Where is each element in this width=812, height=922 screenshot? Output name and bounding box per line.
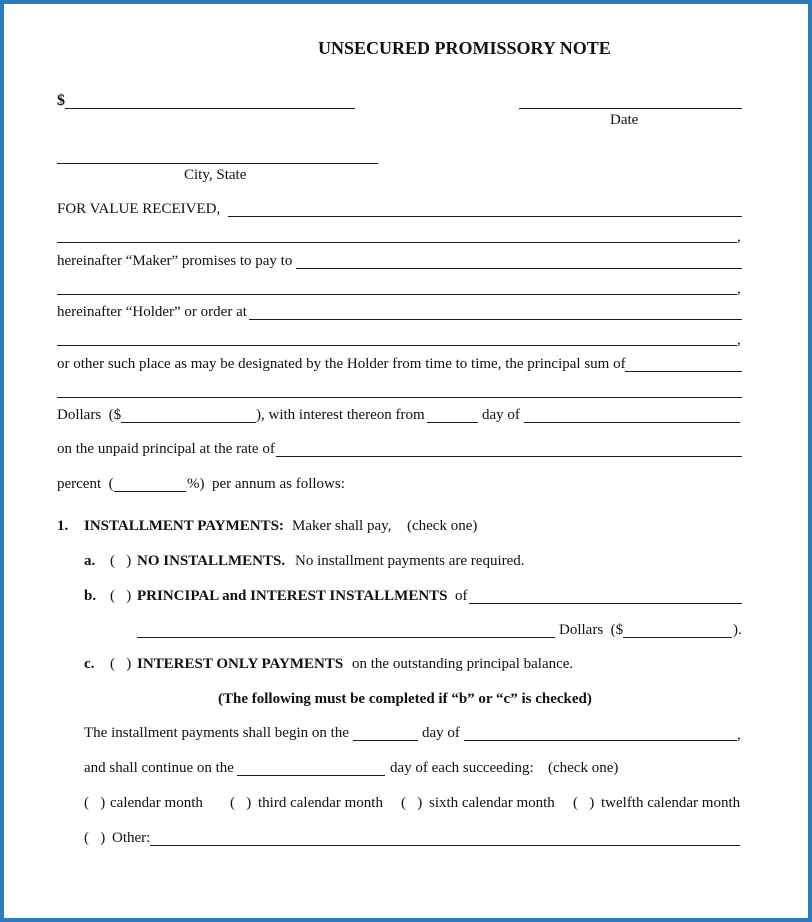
option-c-label: INTEREST ONLY PAYMENTS (137, 656, 344, 672)
option-a-description: No installment payments are required. (295, 553, 525, 569)
line-comma: , (737, 332, 741, 348)
interest-start-day-field[interactable] (427, 422, 478, 423)
option-c-checkbox[interactable]: ( ) (110, 656, 132, 672)
begin-day-field[interactable] (353, 740, 418, 741)
note-amount-field[interactable] (65, 108, 355, 109)
holder-name-field-line-2[interactable] (57, 294, 737, 295)
option-a-letter: a. (84, 553, 96, 569)
line-comma: , (737, 281, 741, 297)
option-a-checkbox[interactable]: ( ) (110, 553, 132, 569)
installment-amount-field[interactable] (623, 637, 732, 638)
principal-words-field-line-2[interactable] (57, 397, 742, 398)
continue-text: and shall continue on the (84, 760, 234, 776)
city-state-field[interactable] (57, 163, 378, 164)
interest-rate-percent-field[interactable] (114, 491, 186, 492)
interest-start-month-field[interactable] (524, 422, 740, 423)
frequency-sixth-month-label: sixth calendar month (429, 795, 555, 811)
maker-text: hereinafter “Maker” promises to pay to (57, 253, 293, 269)
principal-amount-field[interactable] (121, 422, 256, 423)
option-c-letter: c. (84, 656, 95, 672)
holder-text: hereinafter “Holder” or order at (57, 304, 247, 320)
section-number: 1. (57, 518, 69, 534)
percent-close-text: %) per annum as follows: (187, 476, 345, 492)
line-comma: , (737, 727, 741, 743)
rate-text: on the unpaid principal at the rate of (57, 441, 275, 457)
option-b-description: of (455, 588, 468, 604)
interest-rate-words-field[interactable] (276, 456, 742, 457)
principal-words-field[interactable] (625, 371, 742, 372)
option-b-dollars-close: ). (733, 622, 742, 638)
frequency-twelfth-month-checkbox[interactable]: ( ) (573, 795, 595, 811)
maker-name-field-line-2[interactable] (57, 242, 737, 243)
payment-address-field[interactable] (249, 319, 742, 320)
frequency-twelfth-month-label: twelfth calendar month (601, 795, 741, 811)
frequency-sixth-month-checkbox[interactable]: ( ) (401, 795, 423, 811)
holder-name-field[interactable] (296, 268, 742, 269)
begin-day-of-text: day of (422, 725, 460, 741)
for-value-received-text: FOR VALUE RECEIVED, (57, 201, 221, 217)
frequency-third-month-label: third calendar month (258, 795, 383, 811)
option-c-description: on the outstanding principal balance. (352, 656, 574, 672)
city-state-label: City, State (184, 167, 247, 183)
dollar-sign: $ (57, 92, 65, 109)
document-title: UNSECURED PROMISSORY NOTE (318, 38, 611, 58)
principal-text: or other such place as may be designated by the Holder from time to time, the principal sum of (57, 356, 626, 372)
frequency-third-month-checkbox[interactable]: ( ) (230, 795, 252, 811)
day-of-text: day of (482, 407, 520, 423)
continue-suffix: day of each succeeding: (390, 760, 534, 776)
option-b-letter: b. (84, 588, 97, 604)
frequency-other-label: Other: (112, 830, 151, 846)
section-intro: Maker shall pay, (292, 518, 392, 534)
percent-open-text: percent ( (57, 476, 114, 492)
option-b-checkbox[interactable]: ( ) (110, 588, 132, 604)
installment-amount-words-field[interactable] (469, 603, 742, 604)
begin-text: The installment payments shall begin on the (84, 725, 349, 741)
frequency-other-checkbox[interactable]: ( ) (84, 830, 106, 846)
date-label: Date (610, 112, 639, 128)
section-heading: INSTALLMENT PAYMENTS: (84, 518, 284, 534)
option-a-label: NO INSTALLMENTS. (137, 553, 286, 569)
installment-amount-words-field-line-2[interactable] (137, 637, 555, 638)
dollars-open-text: Dollars ($ (57, 407, 122, 423)
payment-address-field-line-2[interactable] (57, 345, 737, 346)
begin-month-field[interactable] (464, 740, 737, 741)
continue-day-field[interactable] (237, 775, 385, 776)
frequency-calendar-month-checkbox[interactable]: ( ) (84, 795, 106, 811)
frequency-other-field[interactable] (150, 845, 740, 846)
maker-name-field[interactable] (228, 216, 742, 217)
option-b-dollars-open: Dollars ($ (559, 622, 624, 638)
date-field[interactable] (519, 108, 742, 109)
frequency-calendar-month-label: calendar month (110, 795, 203, 811)
option-b-label: PRINCIPAL and INTEREST INSTALLMENTS (137, 588, 448, 604)
check-one-hint: (check one) (407, 518, 478, 534)
continue-check-one-hint: (check one) (548, 760, 619, 776)
interest-from-text: ), with interest thereon from (256, 407, 425, 423)
line-comma: , (737, 229, 741, 245)
conditional-note: (The following must be completed if “b” or “c” is checked) (218, 691, 592, 707)
